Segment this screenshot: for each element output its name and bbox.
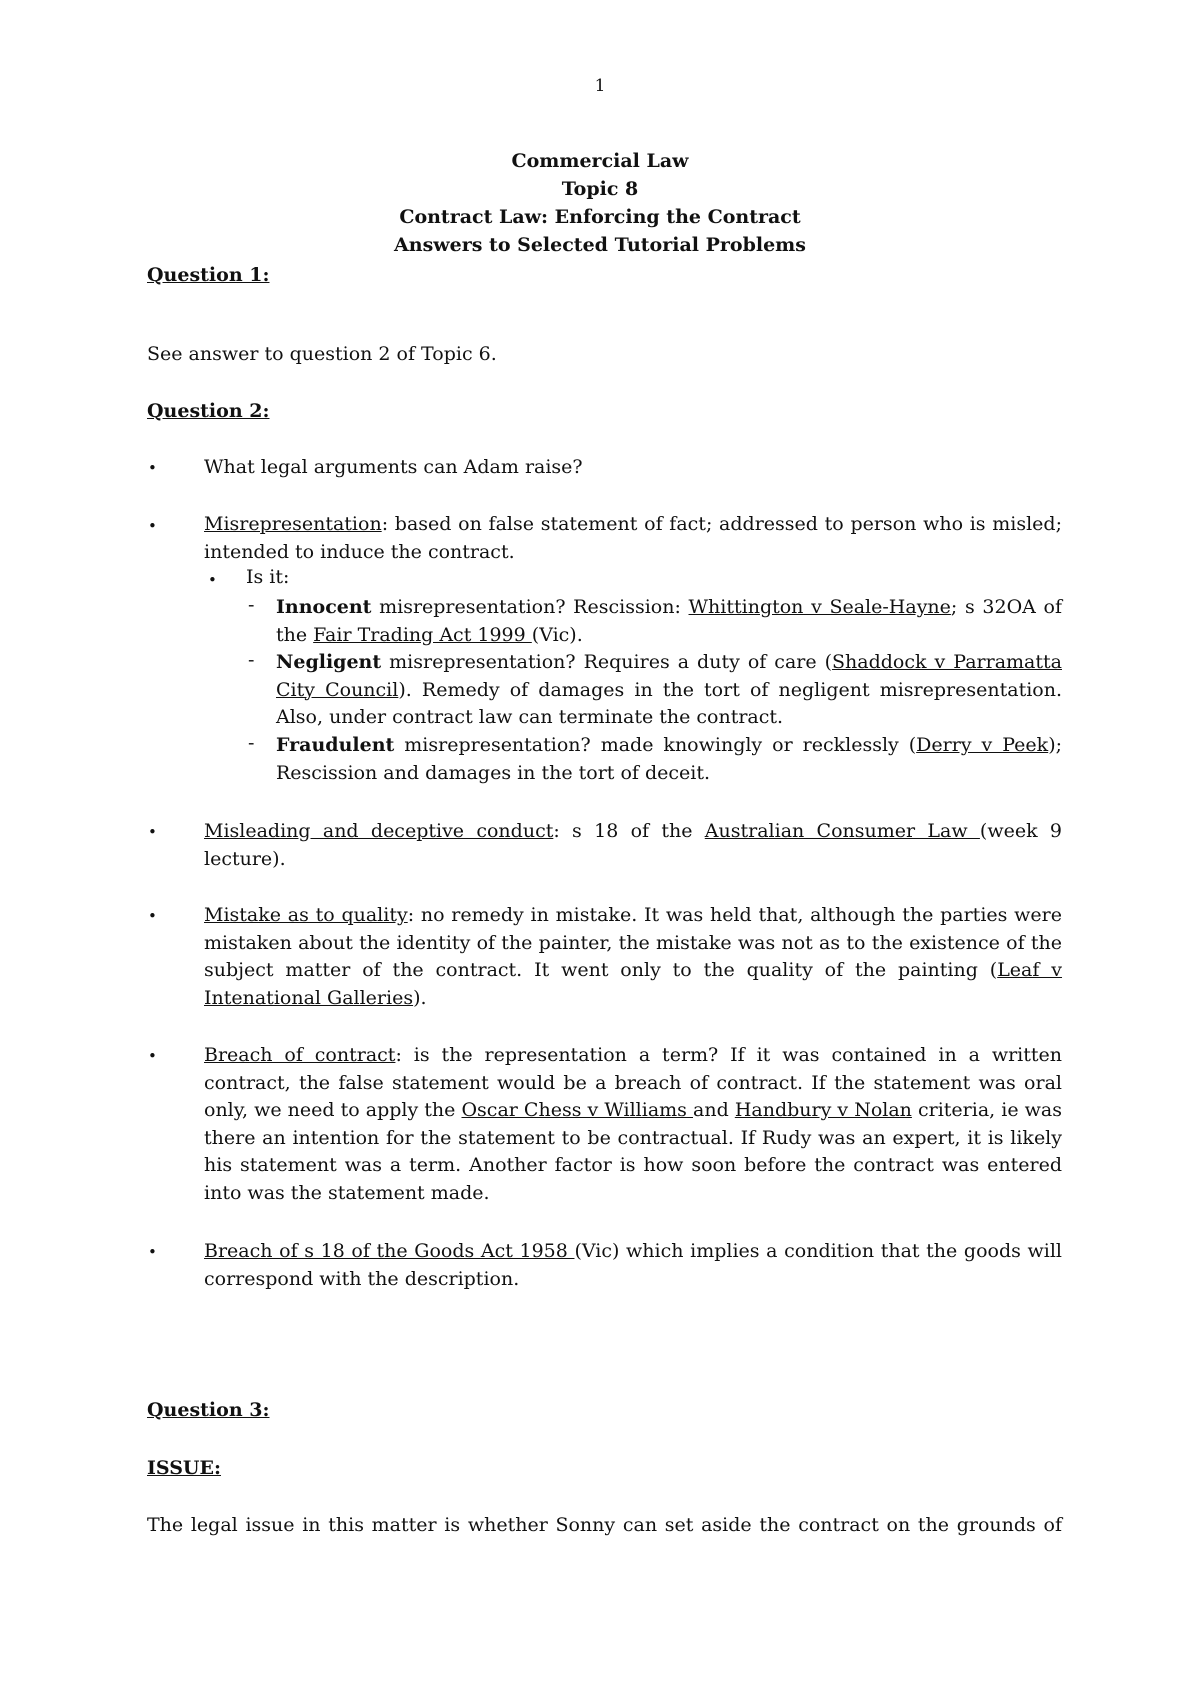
- case-whittington: Whittington v Seale-Hayne: [688, 596, 951, 618]
- innocent-text-2: ; s 32OA of the: [276, 596, 1062, 646]
- question-1-answer: See answer to question 2 of Topic 6.: [147, 343, 497, 365]
- misrepresentation-term: Misrepresentation: [204, 513, 382, 535]
- q2-bullet-breach-of-contract: [204, 1042, 1062, 1207]
- negligent-misrepresentation: [276, 649, 1062, 732]
- goods-act-term: Breach of s 18 of the Goods Act 1958: [204, 1240, 575, 1262]
- document-title: [0, 147, 1200, 259]
- question-1-heading: Question 1:: [147, 264, 270, 286]
- case-shaddock: Shaddock v Parramatta City Council: [276, 651, 1062, 701]
- mistake-text-1: : no remedy in mistake. It was held that, although the parties were mistaken about the identity of the painter, the mistake was not as to the existence of the subject matter of the contract. It went only to the quality of the painting (: [204, 904, 1062, 981]
- issue-text: The legal issue in this matter is whether Sonny can set aside the contract on the grounds of: [147, 1514, 1062, 1536]
- dash-icon: -: [248, 649, 255, 671]
- title-line-1: Commercial Law: [511, 150, 689, 172]
- dash-icon: -: [248, 594, 255, 616]
- breach-term: Breach of contract: [204, 1044, 396, 1066]
- innocent-text-1: misrepresentation? Rescission:: [371, 596, 689, 618]
- fraudulent-misrepresentation: [276, 732, 1062, 787]
- page-number: 1: [594, 76, 606, 96]
- fraudulent-text-1: misrepresentation? made knowingly or recklessly (: [394, 734, 917, 756]
- case-derry: Derry v Peek: [916, 734, 1049, 756]
- title-line-2: Topic 8: [561, 178, 639, 200]
- breach-text-1: : is the representation a term? If it was contained in a written contract, the false statement would be a breach of contract. If the statement was oral only, we need to apply the: [204, 1044, 1062, 1121]
- negligent-text-1: misrepresentation? Requires a duty of care (: [381, 651, 833, 673]
- misrepresentation-text: : based on false statement of fact; addressed to person who is misled; intended to induce the contract.: [204, 513, 1062, 563]
- misleading-text-2: (week 9 lecture).: [204, 820, 1062, 870]
- breach-text-2: and: [693, 1099, 735, 1121]
- bullet-icon: •: [148, 907, 157, 925]
- bullet-icon: •: [148, 1047, 157, 1065]
- issue-heading: ISSUE:: [147, 1457, 221, 1479]
- misleading-text-1: : s 18 of the: [553, 820, 705, 842]
- q2-bullet-misrepresentation: [204, 511, 1062, 566]
- q2-bullet-misleading-conduct: [204, 818, 1062, 873]
- innocent-term: Innocent: [276, 596, 372, 618]
- goods-act-text: (Vic) which implies a condition that the goods will correspond with the description.: [204, 1240, 1062, 1290]
- title-line-3: Contract Law: Enforcing the Contract: [399, 206, 801, 228]
- bullet-icon: •: [148, 459, 157, 477]
- bullet-icon: •: [208, 571, 217, 589]
- innocent-text-3: (Vic).: [531, 623, 583, 646]
- case-handbury: Handbury v Nolan: [734, 1099, 912, 1121]
- case-leaf: Leaf v Intenational Galleries: [204, 959, 1063, 1009]
- question-3-heading: Question 3:: [147, 1399, 270, 1421]
- misleading-term: Misleading and deceptive conduct: [204, 820, 554, 842]
- negligent-text-2: ). Remedy of damages in the tort of negligent misrepresentation. Also, under contract law can terminate the contract.: [276, 678, 1062, 728]
- q2-bullet-goods-act: [204, 1238, 1062, 1293]
- bullet-icon: •: [148, 517, 157, 535]
- fraudulent-text-2: ); Rescission and damages in the tort of deceit.: [276, 734, 1063, 784]
- title-line-4: Answers to Selected Tutorial Problems: [394, 234, 806, 256]
- fraudulent-term: Fraudulent: [276, 734, 395, 756]
- bullet-icon: •: [148, 1243, 157, 1261]
- question-2-heading: Question 2:: [147, 400, 270, 422]
- mistake-term: Mistake as to quality: [204, 904, 408, 926]
- bullet-icon: •: [148, 823, 157, 841]
- dash-icon: -: [248, 732, 255, 754]
- case-oscar-chess: Oscar Chess v Williams: [461, 1099, 693, 1121]
- innocent-misrepresentation: [276, 594, 1062, 649]
- is-it-label: Is it:: [246, 566, 290, 588]
- q2-bullet-mistake: [204, 902, 1062, 1012]
- q2-bullet-1: What legal arguments can Adam raise?: [204, 456, 583, 478]
- act-fair-trading: Fair Trading Act 1999: [313, 623, 532, 646]
- mistake-text-2: ).: [413, 986, 427, 1009]
- negligent-term: Negligent: [276, 651, 382, 673]
- breach-text-3: criteria, ie was there an intention for the statement to be contractual. If Rudy was an expert, it is likely his statement was a term. Another factor is how soon before the contract was entered into was the statement made.: [204, 1099, 1062, 1204]
- act-consumer-law: Australian Consumer Law: [704, 820, 980, 842]
